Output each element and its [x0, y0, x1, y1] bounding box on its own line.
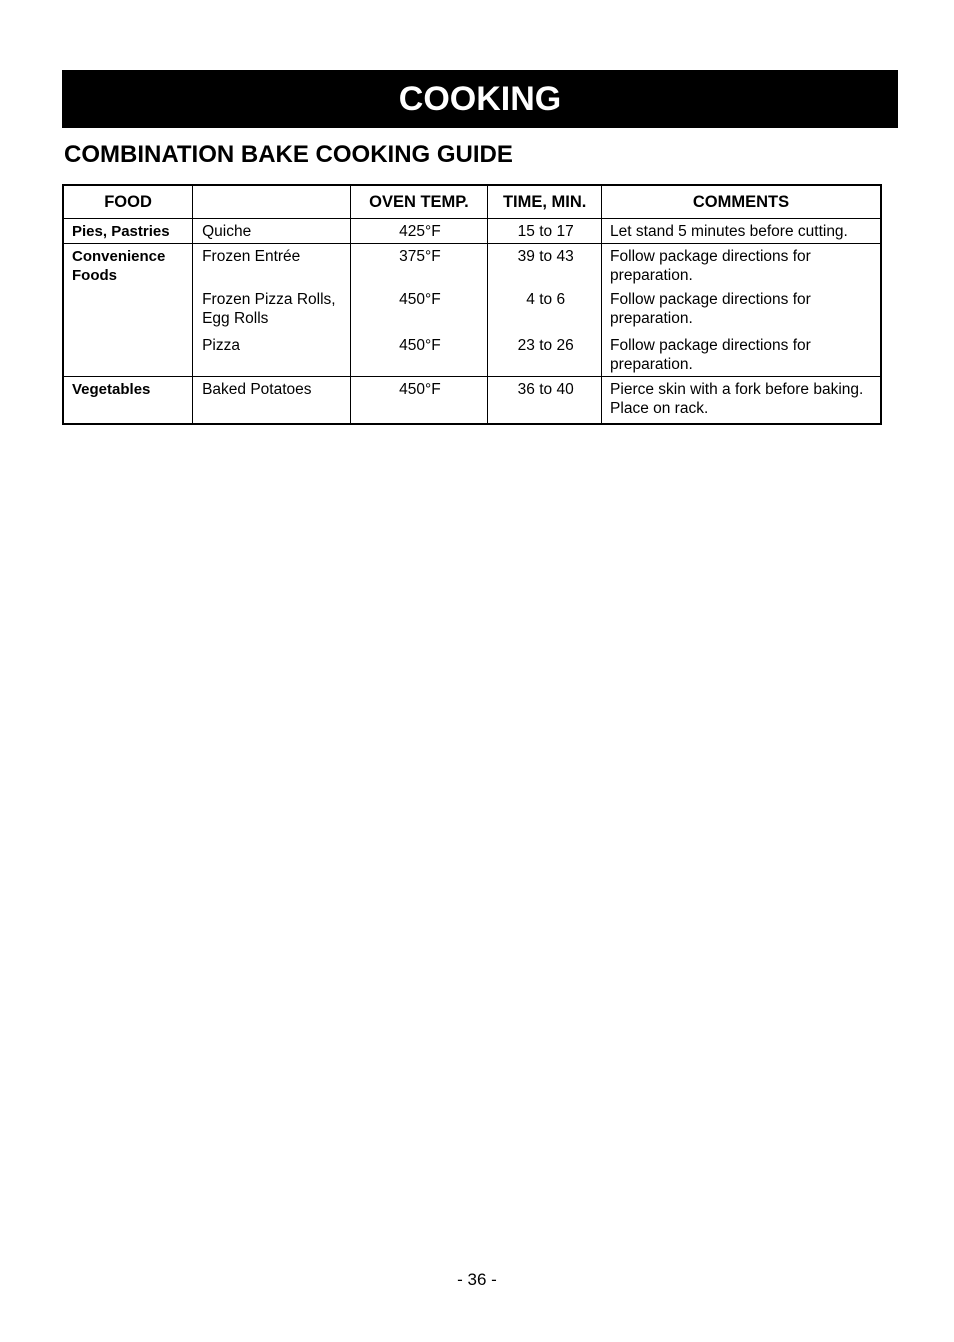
- cook-time: 4 to 6: [488, 287, 602, 333]
- oven-temp: 375°F: [350, 244, 488, 288]
- header-time: TIME, MIN.: [488, 185, 602, 219]
- section-banner: COOKING: [62, 70, 898, 128]
- comment: Follow package directions for preparation.: [602, 244, 881, 288]
- comment: Follow package directions for preparation.: [602, 333, 881, 377]
- cooking-guide-table: [62, 184, 882, 425]
- category-pies-pastries: Pies, Pastries: [63, 219, 193, 244]
- header-oven-temp: OVEN TEMP.: [350, 185, 488, 219]
- cook-time: 39 to 43: [488, 244, 602, 288]
- category-vegetables: Vegetables: [63, 377, 193, 425]
- cook-time: 15 to 17: [488, 219, 602, 244]
- category-convenience-foods: Convenience Foods: [63, 244, 193, 377]
- table-row: [63, 219, 881, 244]
- cook-time: 36 to 40: [488, 377, 602, 425]
- table-row: [63, 377, 881, 425]
- header-food: FOOD: [63, 185, 193, 219]
- comment: Follow package directions for preparation.: [602, 287, 881, 333]
- oven-temp: 450°F: [350, 287, 488, 333]
- oven-temp: 450°F: [350, 377, 488, 425]
- comment: Let stand 5 minutes before cutting.: [602, 219, 881, 244]
- cook-time: 23 to 26: [488, 333, 602, 377]
- table-row: [63, 244, 881, 288]
- food-item: Baked Potatoes: [193, 377, 350, 425]
- page-title: COMBINATION BAKE COOKING GUIDE: [64, 141, 513, 168]
- table-header-row: [63, 185, 881, 219]
- food-item: Frozen Pizza Rolls, Egg Rolls: [193, 287, 350, 333]
- page-number: - 36 -: [457, 1270, 497, 1289]
- header-comments: COMMENTS: [602, 185, 881, 219]
- oven-temp: 450°F: [350, 333, 488, 377]
- header-item: [193, 185, 350, 219]
- comment: Pierce skin with a fork before baking. Place on rack.: [602, 377, 881, 425]
- food-item: Pizza: [193, 333, 350, 377]
- oven-temp: 425°F: [350, 219, 488, 244]
- food-item: Frozen Entrée: [193, 244, 350, 288]
- food-item: Quiche: [193, 219, 350, 244]
